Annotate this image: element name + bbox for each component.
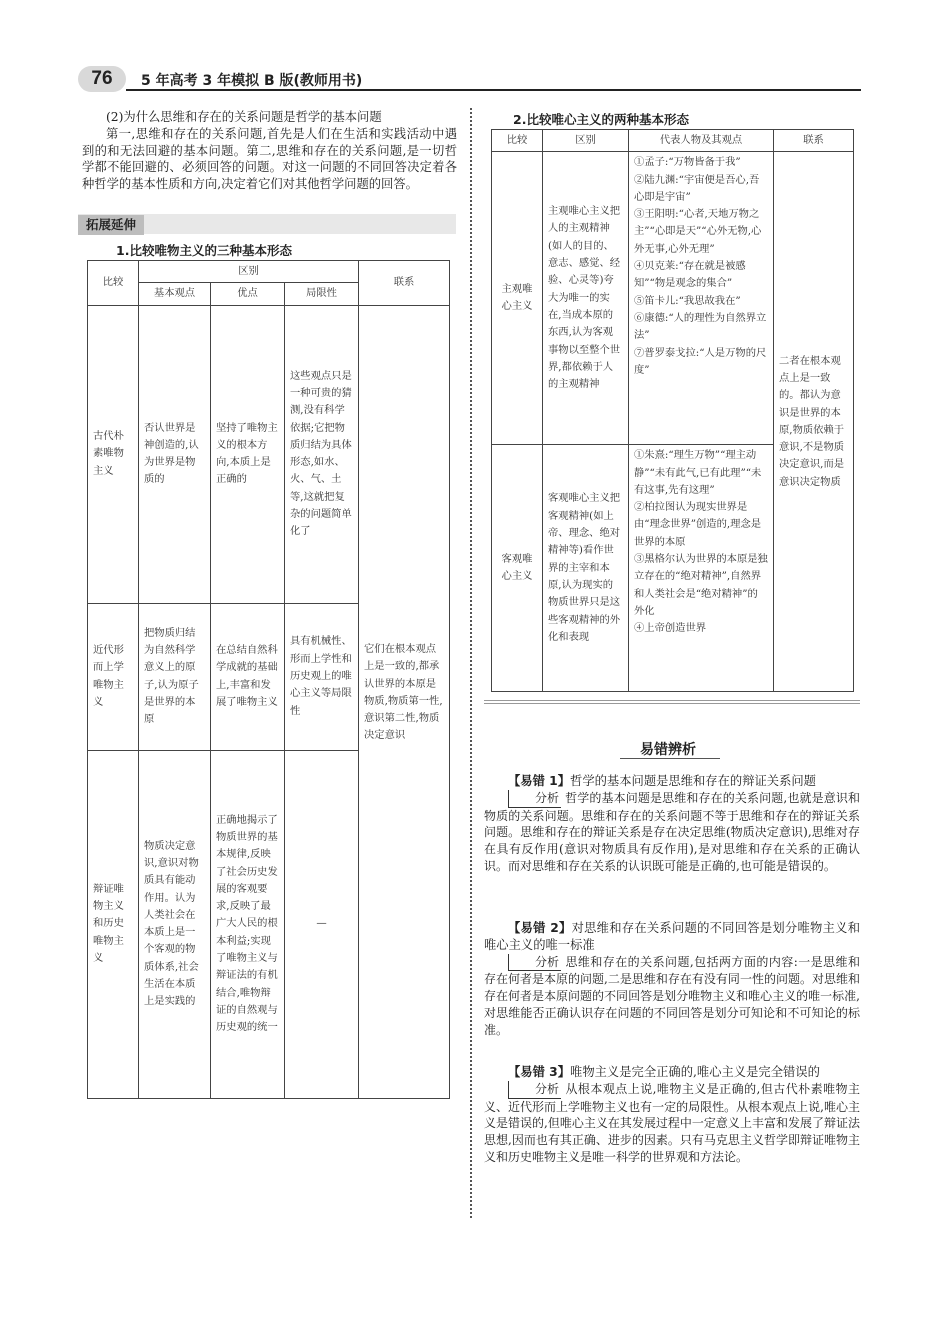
error-tag: 【易错 3】 — [508, 1065, 571, 1079]
t2-row-name: 客观唯心主义 — [492, 445, 543, 692]
error-tag: 【易错 1】 — [508, 774, 571, 788]
t1-row-name: 辩证唯物主义和历史唯物主义 — [88, 750, 139, 1098]
t2-h-people: 代表人物及其观点 — [629, 130, 774, 152]
t1-row-limit: 具有机械性、形而上学性和历史观上的唯心主义等局限性 — [285, 603, 359, 750]
error-tag: 【易错 2】 — [508, 921, 572, 935]
t1-row-limit: — — [285, 750, 359, 1098]
list-item: ④上帝创造世界 — [634, 622, 707, 635]
errors-heading: 易错辨析 — [640, 742, 696, 758]
error-2 — [484, 920, 860, 1039]
t1-link: 它们在根本观点上是一致的,都承认世界的本原是物质,物质第一性,意识第二性,物质决定意识 — [359, 305, 450, 750]
page-number: 76 — [78, 66, 126, 92]
error-analysis: 从根本观点上说,唯物主义是正确的,但古代朴素唯物主义、近代形而上学唯物主义也有一定的局限性。从根本观点上说,唯心主义是错误的,但唯心主义在其发展过程中一定意义上丰富和发展了辩证法思想,因而也有其正确、进步的因素。只有马克思主义哲学即辩证唯物主义和历史唯物主义是唯一科学的世界观和方法论。 — [484, 1081, 860, 1164]
t1-row-name: 近代形而上学唯物主义 — [88, 603, 139, 750]
q2-section — [82, 109, 457, 193]
error-analysis: 哲学的基本问题是思维和存在的关系问题,也就是意识和物质的关系问题。思维和存在的关系问题不等于思维和存在的辩证关系问题。思维和存在的辩证关系是存在决定思维(物质决定意识),思维对存在具有反作用(意识对物质具有反作用),是对思维和存在关系的正确认识。而对思维和存在关系的认识既可能是正确的,也可能是错误的。 — [484, 790, 860, 873]
analysis-label: 分析 — [508, 790, 561, 808]
list-item: ①朱熹:“理生万物”“理主动静”“未有此气,已有此理”“未有这事,先有这理” — [634, 449, 762, 496]
section-divider — [484, 700, 860, 712]
error-statement: 对思维和存在关系问题的不同回答是划分唯物主义和唯心主义的唯一标准 — [484, 921, 860, 952]
t2-row-diff: 客观唯心主义把客观精神(如上帝、理念、绝对精神等)看作世界的主宰和本原,认为现实的物质世界只是这些客观精神的外化和表现 — [543, 445, 629, 692]
t1-row-view: 否认世界是神创造的,认为世界是物质的 — [139, 305, 211, 603]
t1-row-limit: 这些观点只是一种可贵的猜测,没有科学依据;它把物质归结为具体形态,如水、火、气、土等,这就把复杂的问题简单化了 — [285, 305, 359, 603]
t1-h-view: 基本观点 — [139, 283, 211, 305]
t1-row-merit: 在总结自然科学成就的基础上,丰富和发展了唯物主义 — [211, 603, 285, 750]
error-1 — [484, 773, 860, 875]
list-item: ②柏拉图认为现实世界是由“理念世界”创造的,理念是世界的本原 — [634, 501, 762, 548]
list-item: ③黑格尔认为世界的本原是独立存在的“绝对精神”,自然界和人类社会是“绝对精神”的外化 — [634, 553, 768, 617]
t1-h-link: 联系 — [359, 261, 450, 306]
t1-h-limit: 局限性 — [285, 283, 359, 305]
list-item: ①孟子:“万物皆备于我” — [634, 156, 741, 169]
table-row — [492, 152, 854, 445]
extension-bar — [78, 214, 456, 234]
t1-h-diff: 区别 — [139, 261, 359, 283]
t2-row-people — [629, 445, 774, 692]
t2-row-name: 主观唯心主义 — [492, 152, 543, 445]
t2-row-diff: 主观唯心主义把人的主观精神(如人的目的、意志、感觉、经验、心灵等)夸大为唯一的实在,当成本原的东西,认为客观事物以至整个世界,都依赖于人的主观精神 — [543, 152, 629, 445]
t2-row-people — [629, 152, 774, 445]
errors-heading-rule — [620, 758, 720, 759]
t1-h-merit: 优点 — [211, 283, 285, 305]
t1-row-view: 把物质归结为自然科学意义上的原子,认为原子是世界的本原 — [139, 603, 211, 750]
error-analysis: 思维和存在的关系问题,包括两方面的内容:一是思维和存在何者是本原的问题,二是思维和存在有没有同一性的问题。对思维和存在何者是本原问题的不同回答是划分唯物主义和唯心主义的唯一标准,对思维能否正确认识存在问题的不同回答是划分可知论和不可知论的标准。 — [484, 954, 860, 1037]
t1-row-name: 古代朴素唯物主义 — [88, 305, 139, 603]
materialism-table — [87, 260, 450, 1099]
t2-h-diff: 区别 — [543, 130, 629, 152]
t2-h-link: 联系 — [774, 130, 854, 152]
table-row — [88, 305, 450, 603]
table-row — [88, 750, 450, 1098]
table2-title: 2.比较唯心主义的两种基本形态 — [513, 112, 689, 127]
t2-h-compare: 比较 — [492, 130, 543, 152]
book-title: 5 年高考 3 年模拟 B 版(教师用书) — [141, 73, 363, 89]
table1-title: 1.比较唯物主义的三种基本形态 — [116, 243, 292, 258]
t1-h-compare: 比较 — [88, 261, 139, 306]
column-divider — [470, 108, 472, 1218]
q2-title: (2)为什么思维和存在的关系问题是哲学的基本问题 — [106, 110, 382, 124]
t2-link: 二者在根本观点上是一致的。都认为意识是世界的本原,物质依赖于意识,不是物质决定意识,而是意识决定物质 — [774, 152, 854, 692]
error-statement: 哲学的基本问题是思维和存在的辩证关系问题 — [570, 774, 816, 788]
list-item: ⑤笛卡儿:“我思故我在” — [634, 294, 741, 307]
extension-label: 拓展延伸 — [78, 215, 144, 235]
t1-row-merit: 正确地揭示了物质世界的基本规律,反映了社会历史发展的客观要求,反映了最广大人民的根本利益;实现了唯物主义与辩证法的有机结合,唯物辩证的自然观与历史观的统一 — [211, 750, 285, 1098]
error-3 — [484, 1064, 860, 1166]
idealism-table — [491, 129, 854, 692]
list-item: ④贝克莱:“存在就是被感知”“物是观念的集合” — [634, 260, 746, 290]
list-item: ⑥康德:“人的理性为自然界立法” — [634, 311, 767, 342]
list-item: ⑦普罗泰戈拉:“人是万物的尺度” — [634, 346, 767, 376]
header-rule — [126, 89, 861, 91]
error-statement: 唯物主义是完全正确的,唯心主义是完全错误的 — [570, 1065, 820, 1079]
analysis-label: 分析 — [508, 1081, 561, 1099]
t1-row-merit: 坚持了唯物主义的根本方向,本质上是正确的 — [211, 305, 285, 603]
list-item: ③王阳明:“心者,天地万物之主”“心即是天”“心外无物,心外无事,心外无理” — [634, 208, 762, 255]
analysis-label: 分析 — [508, 954, 561, 972]
t1-row-view: 物质决定意识,意识对物质具有能动作用。认为人类社会在本质上是一个客观的物质体系,社会生活在本质上是实践的 — [139, 750, 211, 1098]
list-item: ②陆九渊:“宇宙便是吾心,吾心即是宇宙” — [634, 173, 760, 203]
q2-body: 第一,思维和存在的关系问题,首先是人们在生活和实践活动中遇到的和无法回避的基本问题。第二,思维和存在的关系问题,是一切哲学都不能回避的、必须回答的问题。对这一问题的不同回答决定着各种哲学的基本性质和方向,决定着它们对其他哲学问题的回答。 — [82, 126, 457, 192]
